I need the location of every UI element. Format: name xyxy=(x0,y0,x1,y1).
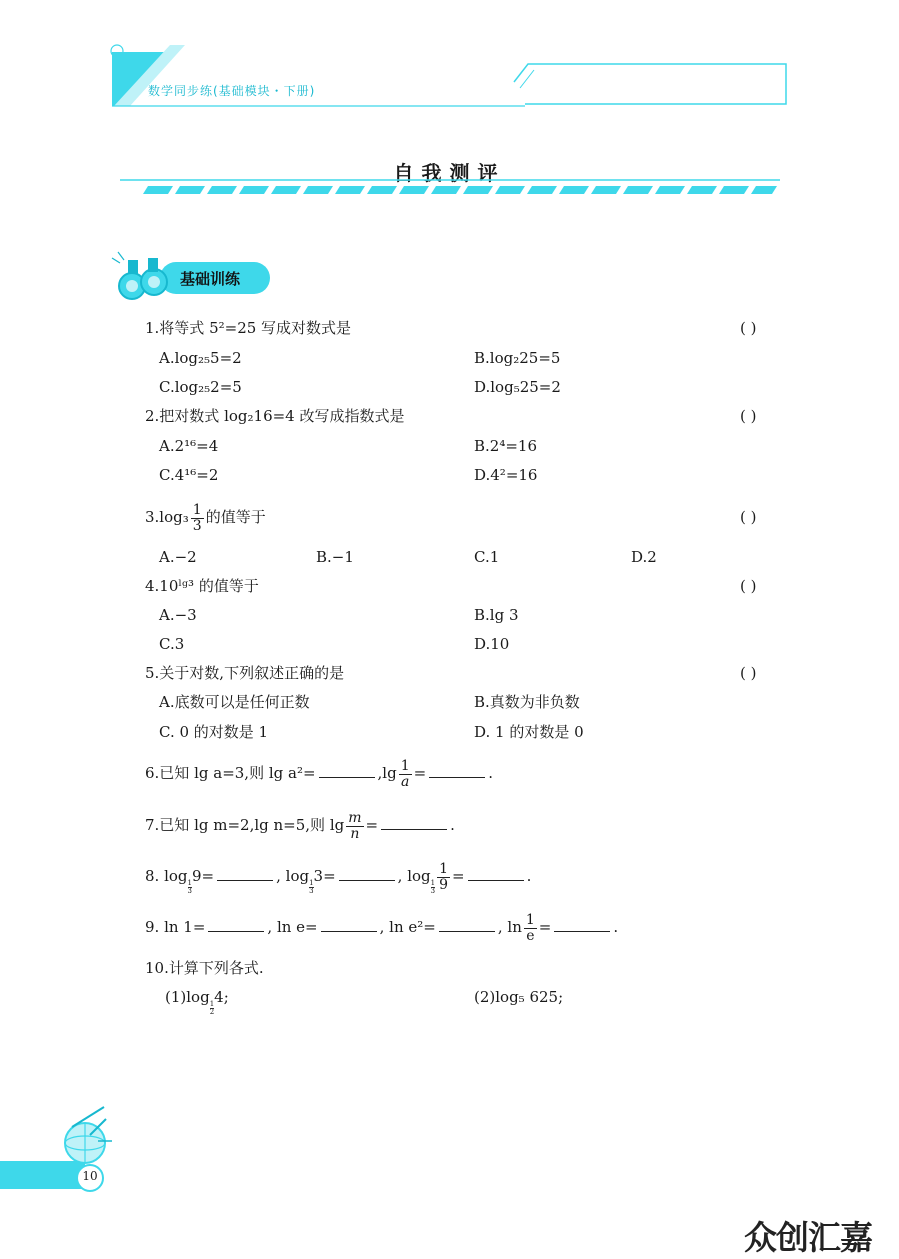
q9 xyxy=(145,908,618,946)
q8-base-2-den: 3 xyxy=(309,887,314,895)
q2-option-b: B.2⁴=16 xyxy=(474,437,538,455)
q2-option-c: C.4¹⁶=2 xyxy=(159,466,219,484)
q4-option-a: A.−3 xyxy=(159,606,197,624)
header-decoration xyxy=(0,0,899,120)
section-title: 自我测评 xyxy=(393,161,506,185)
q7 xyxy=(145,806,455,844)
compass-globe-icon xyxy=(65,1107,112,1163)
binoculars-icon xyxy=(112,252,167,299)
q1-answer-paren: ( ) xyxy=(740,319,757,337)
q1-option-a: A.log₂₅5=2 xyxy=(159,349,242,367)
q3-stem xyxy=(145,498,266,536)
q9-end: . xyxy=(613,918,619,936)
q8-base-2-num: 1 xyxy=(309,879,314,887)
q10-stem: 10.计算下列各式. xyxy=(145,959,264,977)
q5-option-c: C. 0 的对数是 1 xyxy=(159,723,269,741)
q3-stem-pre: 3.log₃ xyxy=(145,508,189,526)
q10-sub-2: (2)log₅ 625; xyxy=(474,988,564,1006)
q8-p2: , log xyxy=(276,867,310,885)
q3-option-c: C.1 xyxy=(474,548,500,566)
q2-option-a: A.2¹⁶=4 xyxy=(159,437,219,455)
q10-sub-1-base-den: 2 xyxy=(209,1008,215,1016)
section-subtitle: 基础训练 xyxy=(180,270,241,288)
q9-blank-1[interactable] xyxy=(208,917,264,932)
q8-blank-2[interactable] xyxy=(339,866,395,881)
q3-option-d: D.2 xyxy=(631,548,657,566)
q1-stem: 1.将等式 5²=25 写成对数式是 xyxy=(145,319,352,337)
q2-answer-paren: ( ) xyxy=(740,407,757,425)
footer-band xyxy=(0,1161,85,1189)
page-number: 10 xyxy=(82,1169,98,1183)
q10-sub-1 xyxy=(165,987,229,1016)
q3-numerator: 1 xyxy=(192,501,202,518)
q6-blank-1[interactable] xyxy=(319,763,375,778)
q8-post: = xyxy=(452,867,465,885)
q7-post: = xyxy=(365,816,379,834)
q9-post: = xyxy=(538,918,552,936)
q6-end: . xyxy=(488,764,493,782)
q9-blank-2[interactable] xyxy=(321,917,377,932)
q9-denominator: e xyxy=(526,927,535,944)
q8-base-1-den: 3 xyxy=(187,887,192,895)
q9-fraction xyxy=(524,913,537,944)
q10-sub-1-pre: (1)log xyxy=(165,988,210,1006)
q8-fraction xyxy=(437,862,450,893)
q2-stem: 2.把对数式 log₂16=4 改写成指数式是 xyxy=(145,407,405,425)
q4-option-b: B.lg 3 xyxy=(474,606,519,624)
q9-p2: , ln e= xyxy=(267,918,318,936)
footer-decoration xyxy=(0,1105,140,1195)
q10-sub-1-base-num: 1 xyxy=(209,1000,215,1008)
q4-option-c: C.3 xyxy=(159,635,185,653)
q3-fraction xyxy=(191,503,204,534)
q7-fraction xyxy=(346,811,363,842)
q8-base-3 xyxy=(431,880,435,895)
header-box xyxy=(514,64,786,104)
q8-end: . xyxy=(526,867,532,885)
q8-p1: 8. log xyxy=(145,867,188,885)
watermark: 众创汇嘉 xyxy=(744,1218,872,1257)
q6-post: = xyxy=(413,764,427,782)
q6-pre: 6.已知 lg a=3,则 lg a²= xyxy=(145,764,316,782)
q8-v1: 9= xyxy=(191,867,215,885)
section-title-underline xyxy=(118,178,783,200)
q6-mid: ,lg xyxy=(377,764,397,782)
q8-base-3-den: 3 xyxy=(430,887,436,895)
q6 xyxy=(145,754,493,792)
q7-blank[interactable] xyxy=(381,815,447,830)
q5-option-a: A.底数可以是任何正数 xyxy=(159,693,310,711)
q9-p3: , ln e²= xyxy=(379,918,436,936)
q1-option-b: B.log₂25=5 xyxy=(474,349,561,367)
q9-p1: 9. ln 1= xyxy=(145,918,206,936)
q7-numerator: m xyxy=(348,809,362,826)
q8-base-1-num: 1 xyxy=(187,879,192,887)
q9-blank-4[interactable] xyxy=(554,917,610,932)
q7-denominator: n xyxy=(350,825,360,842)
q8-v2: 3= xyxy=(313,867,336,885)
q1-option-c: C.log₂₅2=5 xyxy=(159,378,242,396)
q4-answer-paren: ( ) xyxy=(740,577,757,595)
q5-answer-paren: ( ) xyxy=(740,664,757,682)
q8-p3: , log xyxy=(397,867,431,885)
q4-stem: 4.10ˡᵍ³ 的值等于 xyxy=(145,577,259,595)
q9-blank-3[interactable] xyxy=(439,917,495,932)
q3-answer-paren: ( ) xyxy=(740,508,757,526)
q7-pre: 7.已知 lg m=2,lg n=5,则 lg xyxy=(145,816,345,834)
q6-fraction xyxy=(399,759,412,790)
q8-base-3-num: 1 xyxy=(430,879,436,887)
q10-sub-1-post: 4; xyxy=(214,988,229,1006)
q9-p4: , ln xyxy=(497,918,522,936)
q3-denominator: 3 xyxy=(192,517,202,534)
book-title: 数学同步练(基础模块・下册) xyxy=(148,84,316,98)
q3-option-b: B.−1 xyxy=(316,548,354,566)
q4-option-d: D.10 xyxy=(474,635,510,653)
q6-numerator: 1 xyxy=(400,757,410,774)
q5-option-d: D. 1 的对数是 0 xyxy=(474,723,584,741)
q2-option-d: D.4²=16 xyxy=(474,466,538,484)
q5-option-b: B.真数为非负数 xyxy=(474,693,580,711)
q3-stem-post: 的值等于 xyxy=(205,508,266,526)
q8-numerator: 1 xyxy=(439,860,449,877)
q6-blank-2[interactable] xyxy=(429,763,485,778)
q8-denominator: 9 xyxy=(439,876,449,893)
q1-option-d: D.log₅25=2 xyxy=(474,378,561,396)
q6-denominator: a xyxy=(400,773,410,790)
q8 xyxy=(145,857,531,895)
q3-option-a: A.−2 xyxy=(159,548,197,566)
q5-stem: 5.关于对数,下列叙述正确的是 xyxy=(145,664,345,682)
q8-blank-3[interactable] xyxy=(468,866,524,881)
q8-blank-1[interactable] xyxy=(217,866,273,881)
q7-end: . xyxy=(450,816,455,834)
q9-numerator: 1 xyxy=(525,911,535,928)
